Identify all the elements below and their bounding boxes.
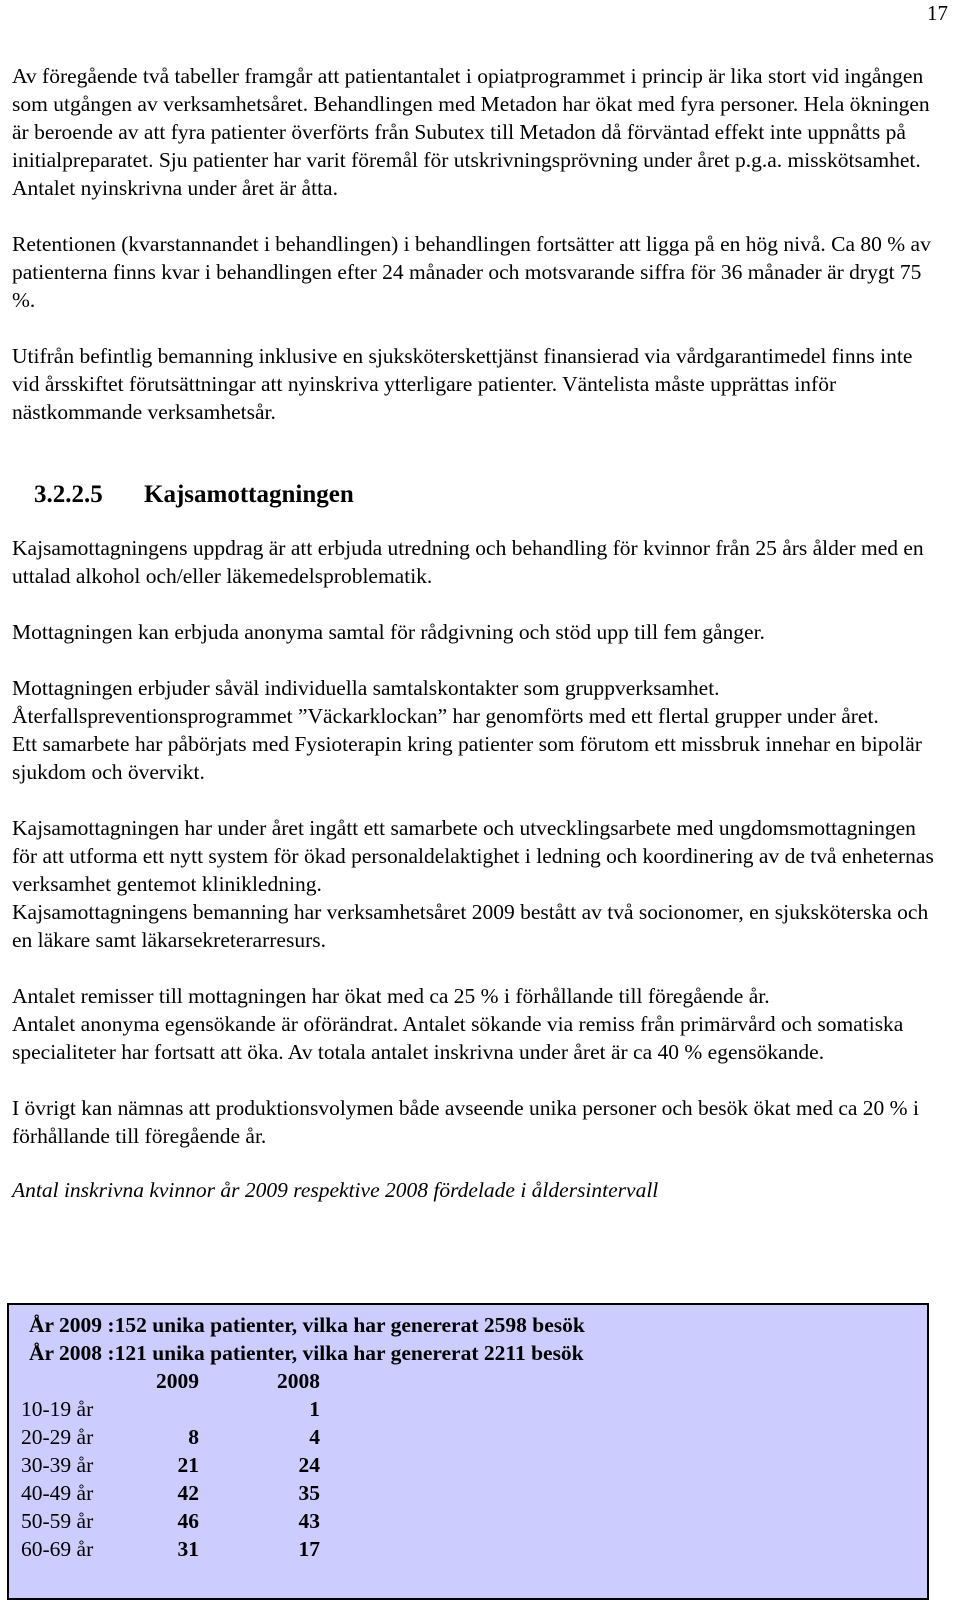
- value-2008: 24: [298, 1453, 320, 1477]
- paragraph-physiotherapy: Ett samarbete har påbörjats med Fysioterapin kring patienter som förutom ett missbruk innehar en bipolär sjukdom och övervikt.: [12, 732, 922, 784]
- paragraph-anonymous: Mottagningen kan erbjuda anonyma samtal för rådgivning och stöd upp till fem gånger.: [12, 620, 765, 644]
- value-2009: 31: [177, 1537, 199, 1561]
- table-caption: Antal inskrivna kvinnor år 2009 respektive 2008 fördelade i åldersintervall: [12, 1178, 659, 1202]
- paragraph-individual: Mottagningen erbjuder såväl individuella samtalskontakter som gruppverksamhet.: [12, 676, 720, 700]
- summary-2008: År 2008 :121 unika patienter, vilka har genererat 2211 besök: [29, 1341, 584, 1365]
- column-header-2009: 2009: [156, 1369, 199, 1393]
- section-heading: [34, 478, 937, 512]
- paragraph-self-referrals: Antalet anonyma egensökande är oförändrat. Antalet sökande via remiss från primärvård och somatiska specialiteter har fortsatt att öka. Av totala antalet inskrivna under året är ca 40 % egensökande.: [12, 1012, 904, 1064]
- value-2009: 42: [177, 1481, 199, 1505]
- summary-2009: År 2009 :152 unika patienter, vilka har genererat 2598 besök: [29, 1313, 585, 1337]
- paragraph-staffing: Utifrån befintlig bemanning inklusive en sjuksköterskettjänst finansierad via vårdgarantimedel finns inte vid årsskiftet förutsättningar att nyinskriva ytterligare patienter. Väntelista måste upprättas inför nästkommande verksamhetsår.: [12, 344, 913, 424]
- paragraph-staffing-2009: Kajsamottagningens bemanning har verksamhetsåret 2009 bestått av två socionomer, en sjuksköterska och en läkare samt läkarsekreterarresurs.: [12, 900, 929, 952]
- paragraph-retention: Retentionen (kvarstannandet i behandlingen) i behandlingen fortsätter att ligga på en hög nivå. Ca 80 % av patienterna finns kvar i behandlingen efter 24 månader och motsvarande siffra för 36 månader är drygt 75 %.: [12, 232, 931, 312]
- paragraph-referrals: Antalet remisser till mottagningen har ökat med ca 25 % i förhållande till föregående år.: [12, 984, 770, 1008]
- value-2008: 35: [298, 1481, 320, 1505]
- paragraph-opiate-summary: Av föregående två tabeller framgår att patientantalet i opiatprogrammet i princip är lika stort vid ingången som utgången av verksamhetsåret. Behandlingen med Metadon har ökat med fyra personer. Hela ökningen är beroende av att fyra patienter överförts från Subutex till Metadon då förväntad effekt inte uppnåtts på initialpreparatet. Sju patienter har varit föremål för utskrivningsprövning under året p.g.a. misskötsamhet. Antalet nyinskrivna under året är åtta.: [12, 64, 930, 200]
- value-2008: 4: [309, 1425, 320, 1449]
- value-2008: 43: [298, 1509, 320, 1533]
- age-distribution-table: [7, 1303, 929, 1600]
- section-title: Kajsamottagningen: [144, 481, 354, 508]
- paragraph-mission: Kajsamottagningens uppdrag är att erbjuda utredning och behandling för kvinnor från 25 års ålder med en uttalad alkohol och/eller läkemedelsproblematik.: [12, 536, 924, 588]
- age-interval-label: 20-29 år: [21, 1425, 94, 1449]
- age-interval-label: 30-39 år: [21, 1453, 94, 1477]
- section-number: 3.2.2.5: [34, 481, 103, 508]
- paragraph-production: I övrigt kan nämnas att produktionsvolymen både avseende unika personer och besök ökat med ca 20 % i förhållande till föregående år.: [12, 1096, 919, 1148]
- value-2008: 1: [309, 1397, 320, 1421]
- value-2008: 17: [298, 1537, 320, 1561]
- document-body: [12, 62, 937, 1204]
- age-interval-label: 60-69 år: [21, 1537, 94, 1561]
- age-interval-label: 10-19 år: [21, 1397, 94, 1421]
- age-interval-label: 40-49 år: [21, 1481, 94, 1505]
- page-number: 17: [927, 1, 948, 25]
- value-2009: 8: [188, 1425, 199, 1449]
- paragraph-relapse-program: Återfallspreventionsprogrammet ”Väckarklockan” har genomförts med ett flertal grupper under året.: [12, 704, 879, 728]
- column-header-2008: 2008: [277, 1369, 320, 1393]
- age-interval-label: 50-59 år: [21, 1509, 94, 1533]
- value-2009: 21: [177, 1453, 199, 1477]
- paragraph-collaboration: Kajsamottagningen har under året ingått ett samarbete och utvecklingsarbete med ungdomsmottagningen för att utforma ett nytt system för ökad personaldelaktighet i ledning och koordinering av de två enheternas verksamhet gentemot klinikledning.: [12, 816, 934, 896]
- value-2009: 46: [177, 1509, 199, 1533]
